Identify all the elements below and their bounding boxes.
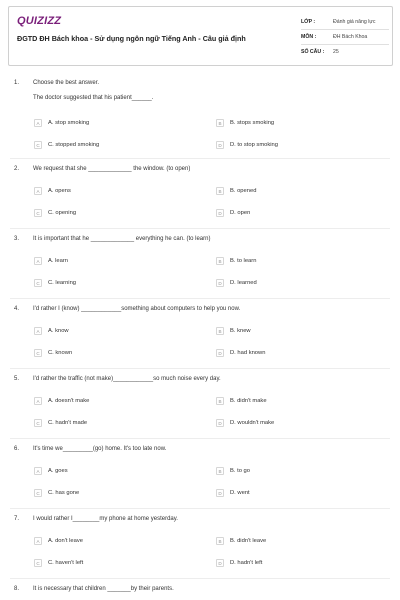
option-d[interactable] xyxy=(216,140,278,150)
option-letter-box: D xyxy=(216,489,224,497)
option-label: D. went xyxy=(230,490,250,496)
option-label: D. had known xyxy=(230,350,266,356)
option-label: B. didn't leave xyxy=(230,538,267,544)
option-label: A. know xyxy=(48,328,69,334)
meta-value: ĐH Bách Khoa xyxy=(333,34,368,40)
option-label: A. doesn't make xyxy=(48,398,90,404)
option-d[interactable] xyxy=(216,558,262,568)
meta-table xyxy=(301,15,389,59)
option-c[interactable] xyxy=(34,208,76,218)
option-a[interactable] xyxy=(34,118,89,128)
option-letter-box: D xyxy=(216,279,224,287)
option-label: B. to go xyxy=(230,468,250,474)
option-label: D. learned xyxy=(230,280,257,286)
option-label: C. haven't left xyxy=(48,560,84,566)
option-label: B. opened xyxy=(230,188,257,194)
option-letter-box: B xyxy=(216,119,224,127)
option-letter-box: C xyxy=(34,419,42,427)
option-letter-box: C xyxy=(34,349,42,357)
option-d[interactable] xyxy=(216,418,274,428)
option-a[interactable] xyxy=(34,256,68,266)
option-b[interactable] xyxy=(216,396,267,406)
option-b[interactable] xyxy=(216,118,274,128)
meta-value: 25 xyxy=(333,49,339,55)
question-text: It is important that he _____________ everything he can. (to learn) xyxy=(33,236,211,242)
option-a[interactable] xyxy=(34,396,89,406)
question-divider xyxy=(10,438,390,439)
option-d[interactable] xyxy=(216,348,265,358)
option-letter-box: B xyxy=(216,257,224,265)
option-letter-box: B xyxy=(216,397,224,405)
option-letter-box: D xyxy=(216,209,224,217)
option-label: C. hadn't made xyxy=(48,420,88,426)
option-letter-box: A xyxy=(34,467,42,475)
meta-row-count xyxy=(301,45,389,59)
question-divider xyxy=(10,368,390,369)
option-b[interactable] xyxy=(216,186,256,196)
option-label: A. stop smoking xyxy=(48,120,90,126)
question-divider xyxy=(10,228,390,229)
question-text: I'd rather I (know) ____________something about computers to help you now. xyxy=(33,306,241,312)
option-label: D. open xyxy=(230,210,251,216)
option-letter-box: A xyxy=(34,397,42,405)
option-c[interactable] xyxy=(34,558,83,568)
question-divider xyxy=(10,298,390,299)
option-label: D. wouldn't make xyxy=(230,420,275,426)
option-b[interactable] xyxy=(216,536,266,546)
option-b[interactable] xyxy=(216,326,251,336)
question-divider xyxy=(10,508,390,509)
option-label: C. has gone xyxy=(48,490,80,496)
option-d[interactable] xyxy=(216,488,250,498)
option-letter-box: B xyxy=(216,187,224,195)
quizizz-logo: QUIZIZZ xyxy=(17,15,62,27)
meta-value: Đánh giá năng lực xyxy=(333,19,376,25)
option-label: B. to learn xyxy=(230,258,257,264)
option-c[interactable] xyxy=(34,488,79,498)
question-number: 7. xyxy=(14,516,20,522)
option-a[interactable] xyxy=(34,326,69,336)
option-letter-box: D xyxy=(216,141,224,149)
option-label: C. known xyxy=(48,350,73,356)
option-label: A. opens xyxy=(48,188,71,194)
option-letter-box: B xyxy=(216,327,224,335)
worksheet-title: ĐGTD ĐH Bách khoa - Sử dụng ngôn ngữ Tiếng Anh - Câu giả định xyxy=(17,34,246,43)
question-text: We request that she _____________ the window. (to open) xyxy=(33,166,191,172)
question-divider xyxy=(10,158,390,159)
option-letter-box: B xyxy=(216,467,224,475)
option-letter-box: C xyxy=(34,209,42,217)
question-number: 3. xyxy=(14,236,20,242)
question-number: 4. xyxy=(14,306,20,312)
option-b[interactable] xyxy=(216,256,256,266)
option-letter-box: A xyxy=(34,187,42,195)
option-letter-box: C xyxy=(34,559,42,567)
question-text: It is necessary that children _______by their parents. xyxy=(33,586,174,592)
question-number: 5. xyxy=(14,376,20,382)
option-a[interactable] xyxy=(34,536,83,546)
meta-key: SỐ CÂU : xyxy=(301,49,325,55)
option-label: B. stops smoking xyxy=(230,120,275,126)
option-c[interactable] xyxy=(34,278,76,288)
option-letter-box: C xyxy=(34,279,42,287)
option-label: D. to stop smoking xyxy=(230,142,279,148)
option-label: C. stopped smoking xyxy=(48,142,100,148)
option-label: D. hadn't left xyxy=(230,560,263,566)
meta-key: MÔN : xyxy=(301,34,317,40)
question-text: It's time we_________(go) home. It's too late now. xyxy=(33,446,167,452)
option-label: A. don't leave xyxy=(48,538,83,544)
option-letter-box: A xyxy=(34,119,42,127)
option-label: A. goes xyxy=(48,468,68,474)
worksheet-header xyxy=(8,6,393,66)
question-subtext: The doctor suggested that his patient______. xyxy=(33,95,154,101)
option-letter-box: B xyxy=(216,537,224,545)
option-letter-box: D xyxy=(216,559,224,567)
question-number: 1. xyxy=(14,80,20,86)
option-letter-box: D xyxy=(216,419,224,427)
option-letter-box: A xyxy=(34,537,42,545)
option-c[interactable] xyxy=(34,418,87,428)
option-label: C. learning xyxy=(48,280,77,286)
option-a[interactable] xyxy=(34,186,71,196)
option-letter-box: D xyxy=(216,349,224,357)
option-b[interactable] xyxy=(216,466,250,476)
option-letter-box: A xyxy=(34,327,42,335)
question-number: 6. xyxy=(14,446,20,452)
option-c[interactable] xyxy=(34,348,72,358)
question-text: Choose the best answer. xyxy=(33,80,100,86)
option-letter-box: C xyxy=(34,141,42,149)
option-d[interactable] xyxy=(216,208,250,218)
option-label: B. didn't make xyxy=(230,398,267,404)
meta-key: LỚP : xyxy=(301,19,316,25)
question-text: I would rather I________my phone at home yesterday. xyxy=(33,516,178,522)
meta-row-subject xyxy=(301,30,389,45)
option-c[interactable] xyxy=(34,140,99,150)
question-divider xyxy=(10,578,390,579)
question-number: 8. xyxy=(14,586,20,592)
question-text: I'd rather the traffic (not make)____________so much noise every day. xyxy=(33,376,221,382)
option-label: B. knew xyxy=(230,328,251,334)
meta-row-class xyxy=(301,15,389,30)
option-letter-box: A xyxy=(34,257,42,265)
option-a[interactable] xyxy=(34,466,68,476)
option-letter-box: C xyxy=(34,489,42,497)
option-label: C. opening xyxy=(48,210,77,216)
option-d[interactable] xyxy=(216,278,257,288)
question-number: 2. xyxy=(14,166,20,172)
option-label: A. learn xyxy=(48,258,68,264)
